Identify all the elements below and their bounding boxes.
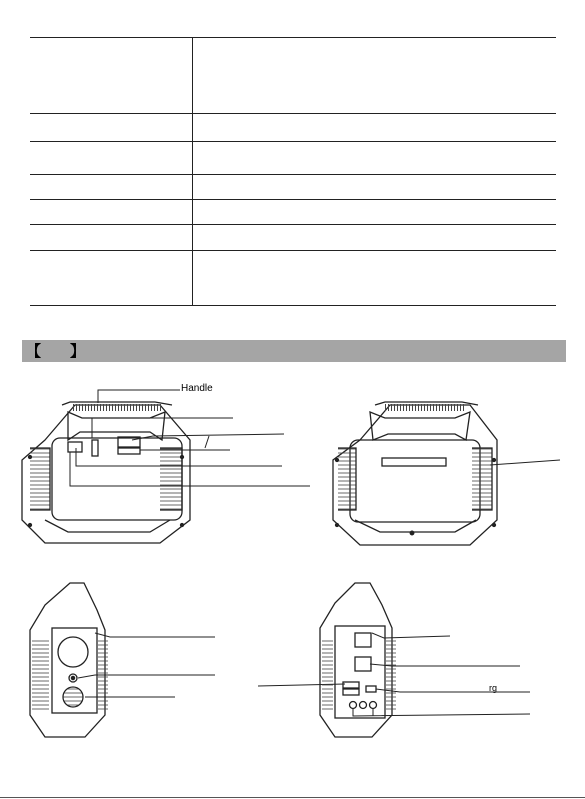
section-bracket-left: 【 [26, 342, 42, 360]
page-bottom-rule [0, 797, 585, 798]
left-side-callout-lines [78, 633, 345, 697]
spec-value [193, 175, 557, 200]
spec-key [30, 38, 193, 114]
spec-row [30, 251, 556, 306]
spec-table [30, 37, 556, 306]
port-label-fragment: rg [489, 683, 498, 693]
product-diagrams [0, 370, 585, 770]
spec-row [30, 114, 556, 142]
spec-value [193, 251, 557, 306]
spec-key [30, 114, 193, 142]
spec-row [30, 38, 556, 114]
section-header-bar [22, 340, 566, 362]
handle-label: Handle [181, 383, 213, 394]
spec-key [30, 251, 193, 306]
spec-value [193, 114, 557, 142]
spec-value [193, 225, 557, 251]
right-side-view-unit [320, 583, 396, 737]
left-side-view-unit [30, 583, 108, 737]
spec-row [30, 142, 556, 175]
spec-value [193, 200, 557, 225]
spec-value [193, 38, 557, 114]
right-side-callout-lines [353, 633, 530, 716]
section-bracket-right: 】 [70, 342, 86, 360]
spec-key [30, 175, 193, 200]
back-view-unit [333, 402, 560, 545]
spec-key [30, 142, 193, 175]
spec-key [30, 225, 193, 251]
front-view-unit [22, 402, 190, 543]
spec-value [193, 142, 557, 175]
spec-row [30, 200, 556, 225]
spec-row [30, 225, 556, 251]
spec-key [30, 200, 193, 225]
spec-row [30, 175, 556, 200]
